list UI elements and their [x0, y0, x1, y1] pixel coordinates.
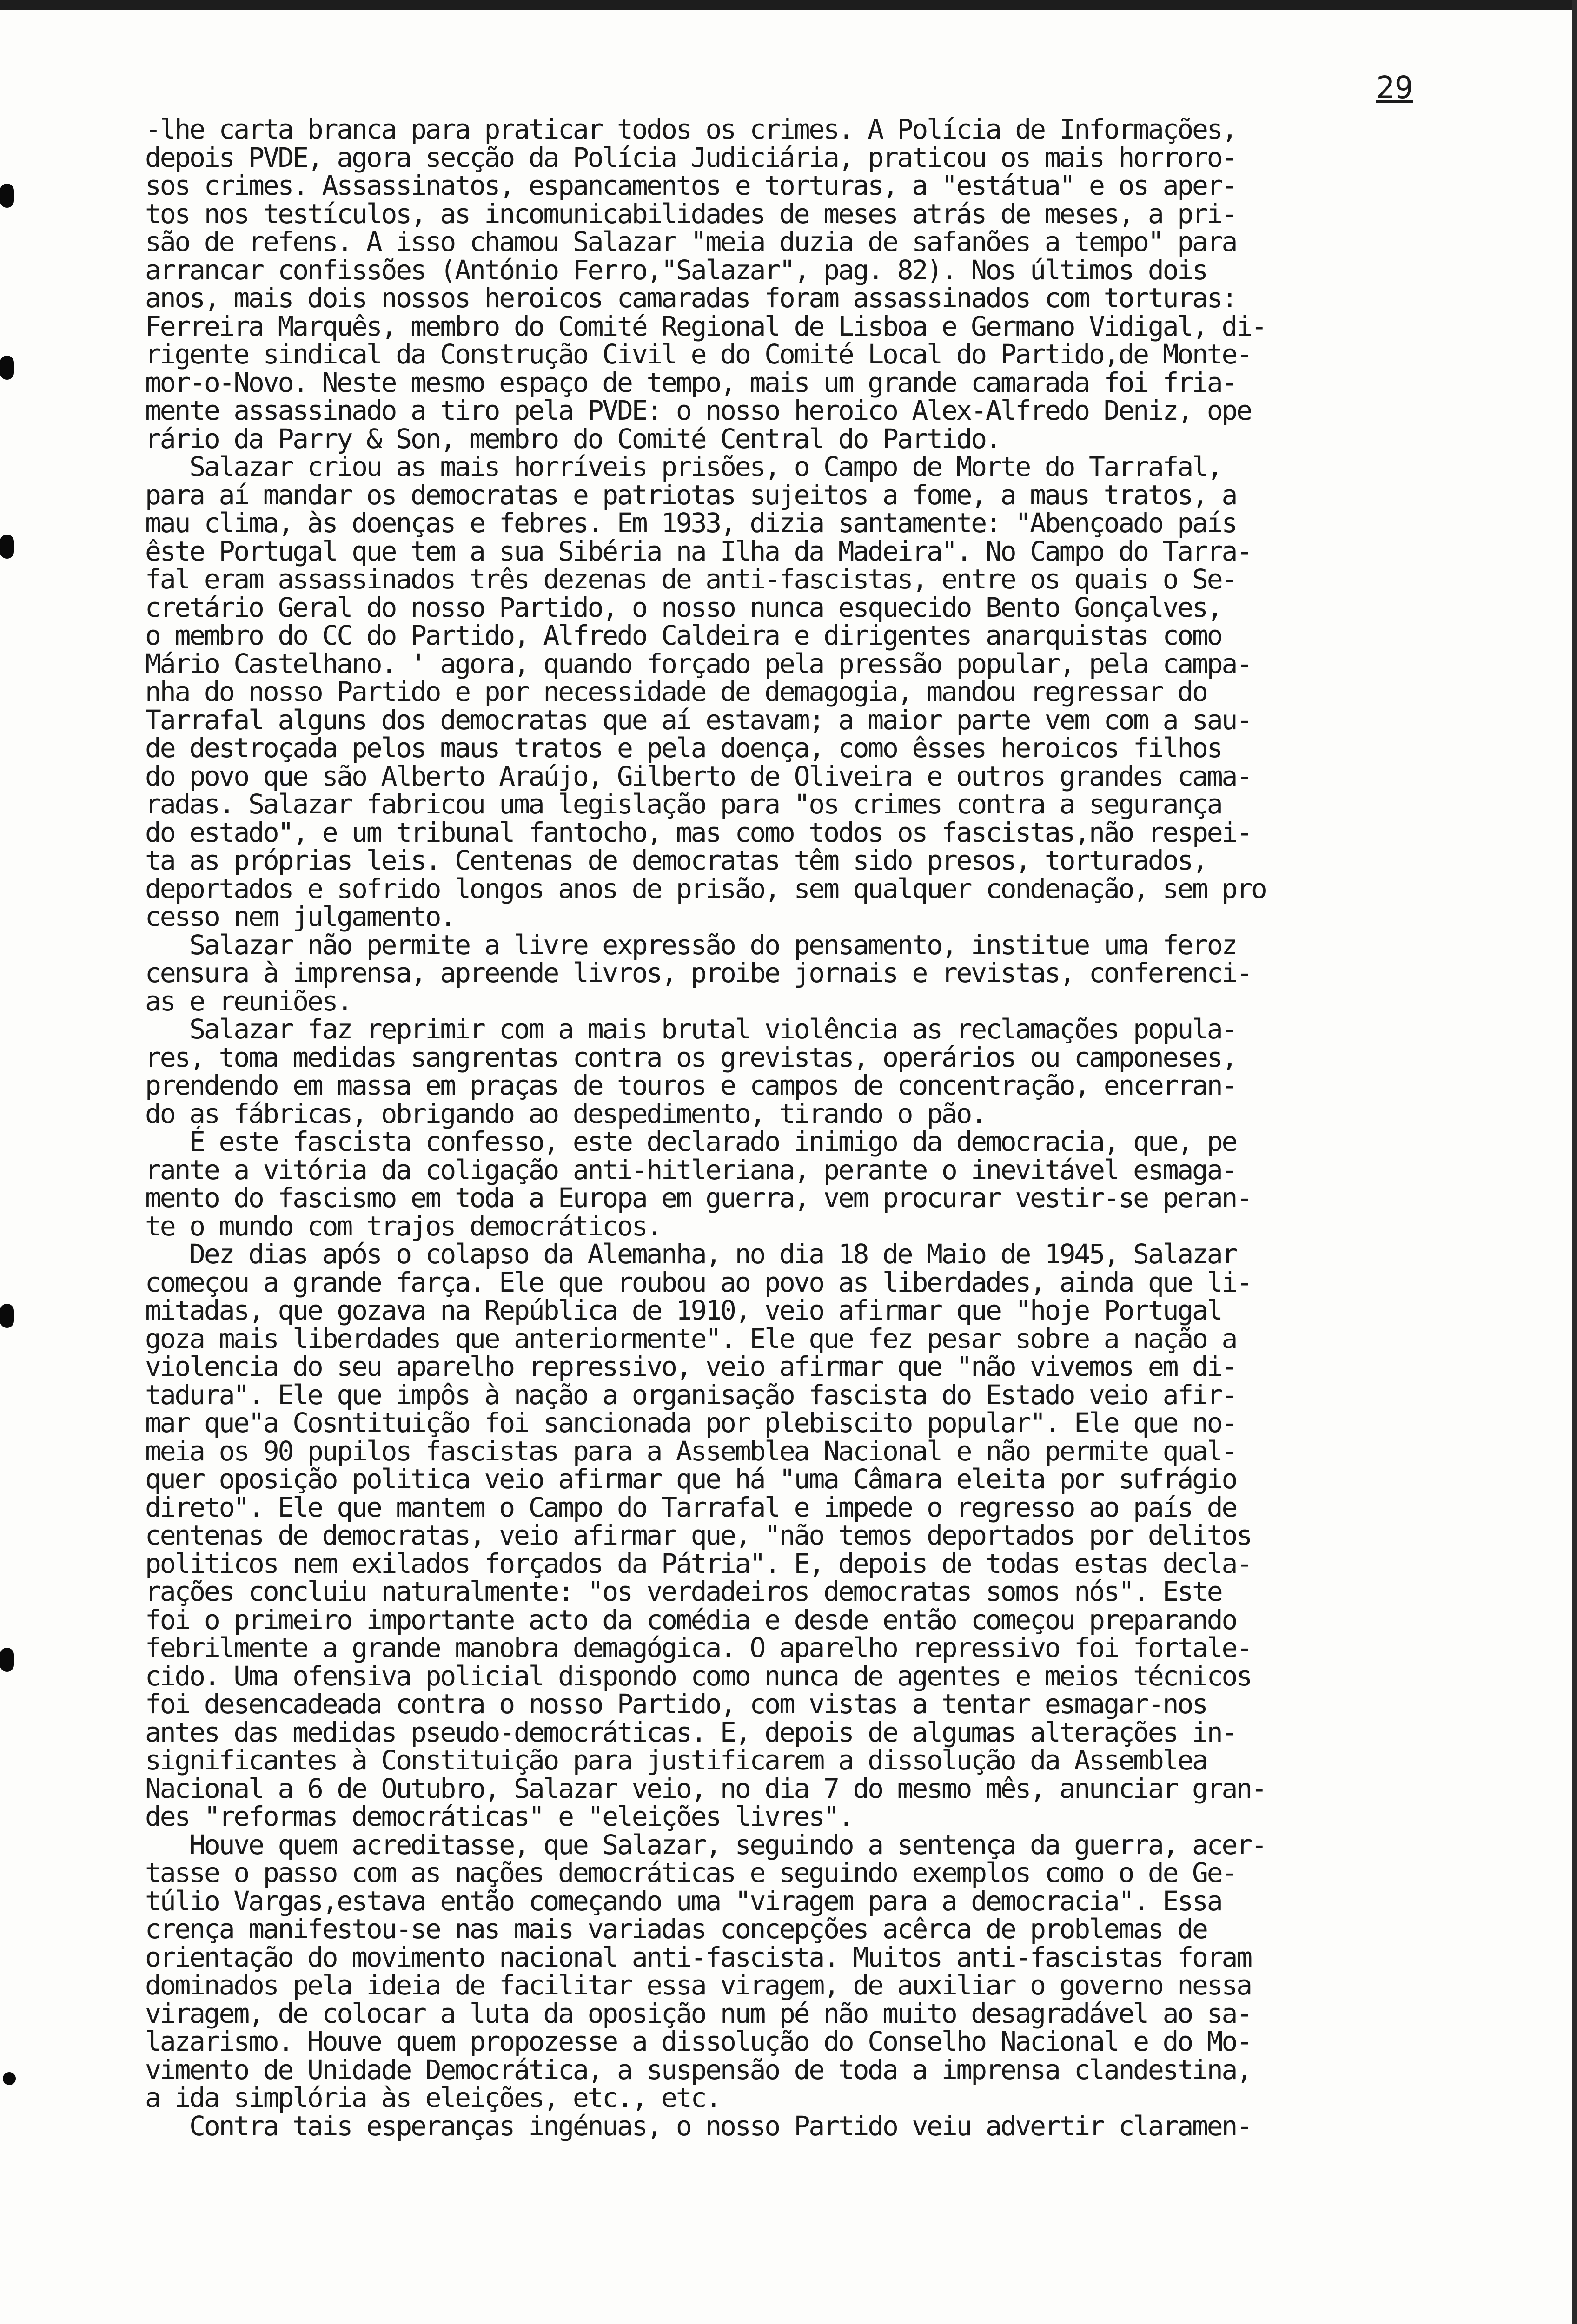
- text-line: foi desencadeada contra o nosso Partido, com vistas a tentar esmagar-nos: [145, 1688, 1207, 1720]
- text-line: mento do fascismo em toda a Europa em guerra, vem procurar vestir-se peran-: [145, 1182, 1251, 1214]
- text-line: túlio Vargas,estava então começando uma "viragem para a democracia". Essa: [145, 1885, 1222, 1917]
- text-line: cesso nem julgamento.: [145, 901, 455, 932]
- text-line: rigente sindical da Construção Civil e do Comité Local do Partido,de Monte-: [145, 338, 1251, 370]
- text-line: mar que"a Cosntituição foi sancionada por plebiscito popular". Ele que no-: [145, 1407, 1237, 1439]
- text-line: anos, mais dois nossos heroicos camaradas foram assassinados com torturas:: [145, 282, 1237, 314]
- text-line: censura à imprensa, apreende livros, proibe jornais e revistas, conferenci-: [145, 957, 1251, 989]
- text-line: -lhe carta branca para praticar todos os crimes. A Polícia de Informações,: [145, 113, 1237, 145]
- text-line: de destroçada pelos maus tratos e pela doença, como êsses heroicos filhos: [145, 732, 1222, 764]
- text-line: foi o primeiro importante acto da comédia e desde então começou preparando: [145, 1604, 1237, 1636]
- text-line: des "reformas democráticas" e "eleições livres".: [145, 1801, 853, 1832]
- text-line: viragem, de colocar a luta da oposição num pé não muito desagradável ao sa-: [145, 1997, 1251, 2029]
- text-line: Contra tais esperanças ingénuas, o nosso Partido veiu advertir claramen-: [145, 2110, 1251, 2142]
- right-page-edge: [1572, 0, 1577, 2324]
- text-line: febrilmente a grande manobra demagógica. O aparelho repressivo foi fortale-: [145, 1632, 1251, 1664]
- text-line: antes das medidas pseudo-democráticas. E, depois de algumas alterações in-: [145, 1716, 1237, 1748]
- text-line: crença manifestou-se nas mais variadas concepções acêrca de problemas de: [145, 1913, 1207, 1945]
- text-line: mor-o-Novo. Neste mesmo espaço de tempo, mais um grande camarada foi fria-: [145, 366, 1237, 398]
- text-line: tasse o passo com as nações democráticas e seguindo exemplos como o de Ge-: [145, 1857, 1237, 1888]
- text-line: Tarrafal alguns dos democratas que aí estavam; a maior parte vem com a sau-: [145, 704, 1251, 736]
- text-line: dominados pela ideia de facilitar essa viragem, de auxiliar o governo nessa: [145, 1969, 1251, 2001]
- text-line: direto". Ele que mantem o Campo do Tarrafal e impede o regresso ao país de: [145, 1491, 1237, 1523]
- text-line: arrancar confissões (António Ferro,"Salazar", pag. 82). Nos últimos dois: [145, 254, 1207, 286]
- text-line: te o mundo com trajos democráticos.: [145, 1210, 662, 1242]
- text-line: fal eram assassinados três dezenas de anti-fascistas, entre os quais o Se-: [145, 563, 1237, 595]
- text-line: mente assassinado a tiro pela PVDE: o nosso heroico Alex-Alfredo Deniz, ope: [145, 395, 1251, 426]
- text-line: nha do nosso Partido e por necessidade de demagogia, mandou regressar do: [145, 676, 1207, 707]
- text-line: ta as próprias leis. Centenas de democratas têm sido presos, torturados,: [145, 845, 1207, 876]
- text-line: prendendo em massa em praças de touros e campos de concentração, encerran-: [145, 1070, 1237, 1101]
- top-edge-rule: [0, 0, 1577, 10]
- text-line: rário da Parry & Son, membro do Comité Central do Partido.: [145, 423, 1001, 455]
- punch-hole-marker: [0, 1648, 14, 1672]
- text-line: tos nos testículos, as incomunicabilidades de meses atrás de meses, a pri-: [145, 198, 1237, 230]
- text-line: depois PVDE, agora secção da Polícia Judiciária, praticou os mais horroro-: [145, 141, 1237, 173]
- text-line: começou a grande farça. Ele que roubou ao povo as liberdades, ainda que li-: [145, 1266, 1251, 1298]
- text-line: significantes à Constituição para justificarem a dissolução da Assemblea: [145, 1744, 1207, 1776]
- text-line: Nacional a 6 de Outubro, Salazar veio, no dia 7 do mesmo mês, anunciar gran-: [145, 1772, 1266, 1804]
- text-line: deportados e sofrido longos anos de prisão, sem qualquer condenação, sem pro: [145, 872, 1266, 905]
- text-line: quer oposição politica veio afirmar que há "uma Câmara eleita por sufrágio: [145, 1463, 1237, 1495]
- text-line: Mário Castelhano. ' agora, quando forçado pela pressão popular, pela campa-: [145, 647, 1251, 680]
- text-line: mau clima, às doenças e febres. Em 1933, dizia santamente: "Abençoado país: [145, 507, 1237, 539]
- text-line: centenas de democratas, veio afirmar que, "não temos deportados por delitos: [145, 1519, 1251, 1551]
- text-line: orientação do movimento nacional anti-fascista. Muitos anti-fascistas foram: [145, 1941, 1251, 1973]
- text-line: radas. Salazar fabricou uma legislação para "os crimes contra a segurança: [145, 788, 1222, 820]
- text-line: mitadas, que gozava na República de 1910, veio afirmar que "hoje Portugal: [145, 1294, 1222, 1326]
- text-line: Dez dias após o colapso da Alemanha, no dia 18 de Maio de 1945, Salazar: [145, 1238, 1237, 1270]
- text-line: cretário Geral do nosso Partido, o nosso nunca esquecido Bento Gonçalves,: [145, 591, 1222, 623]
- text-line: Ferreira Marquês, membro do Comité Regional de Lisboa e Germano Vidigal, di-: [145, 310, 1266, 342]
- text-line: rações concluiu naturalmente: "os verdadeiros democratas somos nós". Este: [145, 1576, 1222, 1607]
- document-body-text: [145, 115, 1563, 2140]
- text-line: politicos nem exilados forçados da Pátria". E, depois de todas estas decla-: [145, 1547, 1251, 1579]
- text-line: a ida simplória às eleições, etc., etc.: [145, 2082, 721, 2113]
- text-line: sos crimes. Assassinatos, espancamentos e torturas, a "estátua" e os aper-: [145, 170, 1237, 201]
- text-line: tadura". Ele que impôs à nação a organisação fascista do Estado veio afir-: [145, 1379, 1237, 1411]
- punch-hole-marker: [0, 356, 14, 380]
- text-line: para aí mandar os democratas e patriotas sujeitos a fome, a maus tratos, a: [145, 479, 1237, 511]
- page-number: 29: [1376, 70, 1413, 106]
- text-line: goza mais liberdades que anteriormente". Ele que fez pesar sobre a nação a: [145, 1322, 1237, 1354]
- text-line: lazarismo. Houve quem propozesse a dissolução do Conselho Nacional e do Mo-: [145, 2026, 1251, 2057]
- punch-hole-marker: [3, 2072, 16, 2085]
- text-line: res, toma medidas sangrentas contra os grevistas, operários ou camponeses,: [145, 1041, 1237, 1073]
- text-line: Salazar faz reprimir com a mais brutal violência as reclamações popula-: [145, 1013, 1237, 1045]
- text-line: do as fábricas, obrigando ao despedimento, tirando o pão.: [145, 1097, 986, 1129]
- text-line: do povo que são Alberto Araújo, Gilberto de Oliveira e outros grandes cama-: [145, 760, 1251, 792]
- text-line: cido. Uma ofensiva policial dispondo como nunca de agentes e meios técnicos: [145, 1660, 1251, 1692]
- text-line: Salazar não permite a livre expressão do pensamento, institue uma feroz: [145, 929, 1237, 961]
- text-line: são de refens. A isso chamou Salazar "meia duzia de safanões a tempo" para: [145, 226, 1237, 257]
- text-line: êste Portugal que tem a sua Sibéria na Ilha da Madeira". No Campo do Tarra-: [145, 535, 1251, 567]
- punch-hole-marker: [0, 535, 14, 559]
- text-line: as e reuniões.: [145, 985, 352, 1017]
- text-line: meia os 90 pupilos fascistas para a Assemblea Nacional e não permite qual-: [145, 1435, 1237, 1467]
- text-line: do estado", e um tribunal fantocho, mas como todos os fascistas,não respei-: [145, 816, 1251, 848]
- text-line: Salazar criou as mais horríveis prisões, o Campo de Morte do Tarrafal,: [145, 451, 1222, 482]
- text-line: rante a vitória da coligação anti-hitleriana, perante o inevitável esmaga-: [145, 1154, 1237, 1186]
- text-line: violencia do seu aparelho repressivo, veio afirmar que "não vivemos em di-: [145, 1351, 1237, 1382]
- text-line: vimento de Unidade Democrática, a suspensão de toda a imprensa clandestina,: [145, 2053, 1251, 2086]
- text-line: o membro do CC do Partido, Alfredo Caldeira e dirigentes anarquistas como: [145, 620, 1222, 651]
- punch-hole-marker: [0, 1304, 14, 1328]
- text-line: É este fascista confesso, este declarado inimigo da democracia, que, pe: [145, 1126, 1237, 1157]
- punch-hole-marker: [0, 184, 14, 208]
- text-line: Houve quem acreditasse, que Salazar, seguindo a sentença da guerra, acer-: [145, 1829, 1266, 1861]
